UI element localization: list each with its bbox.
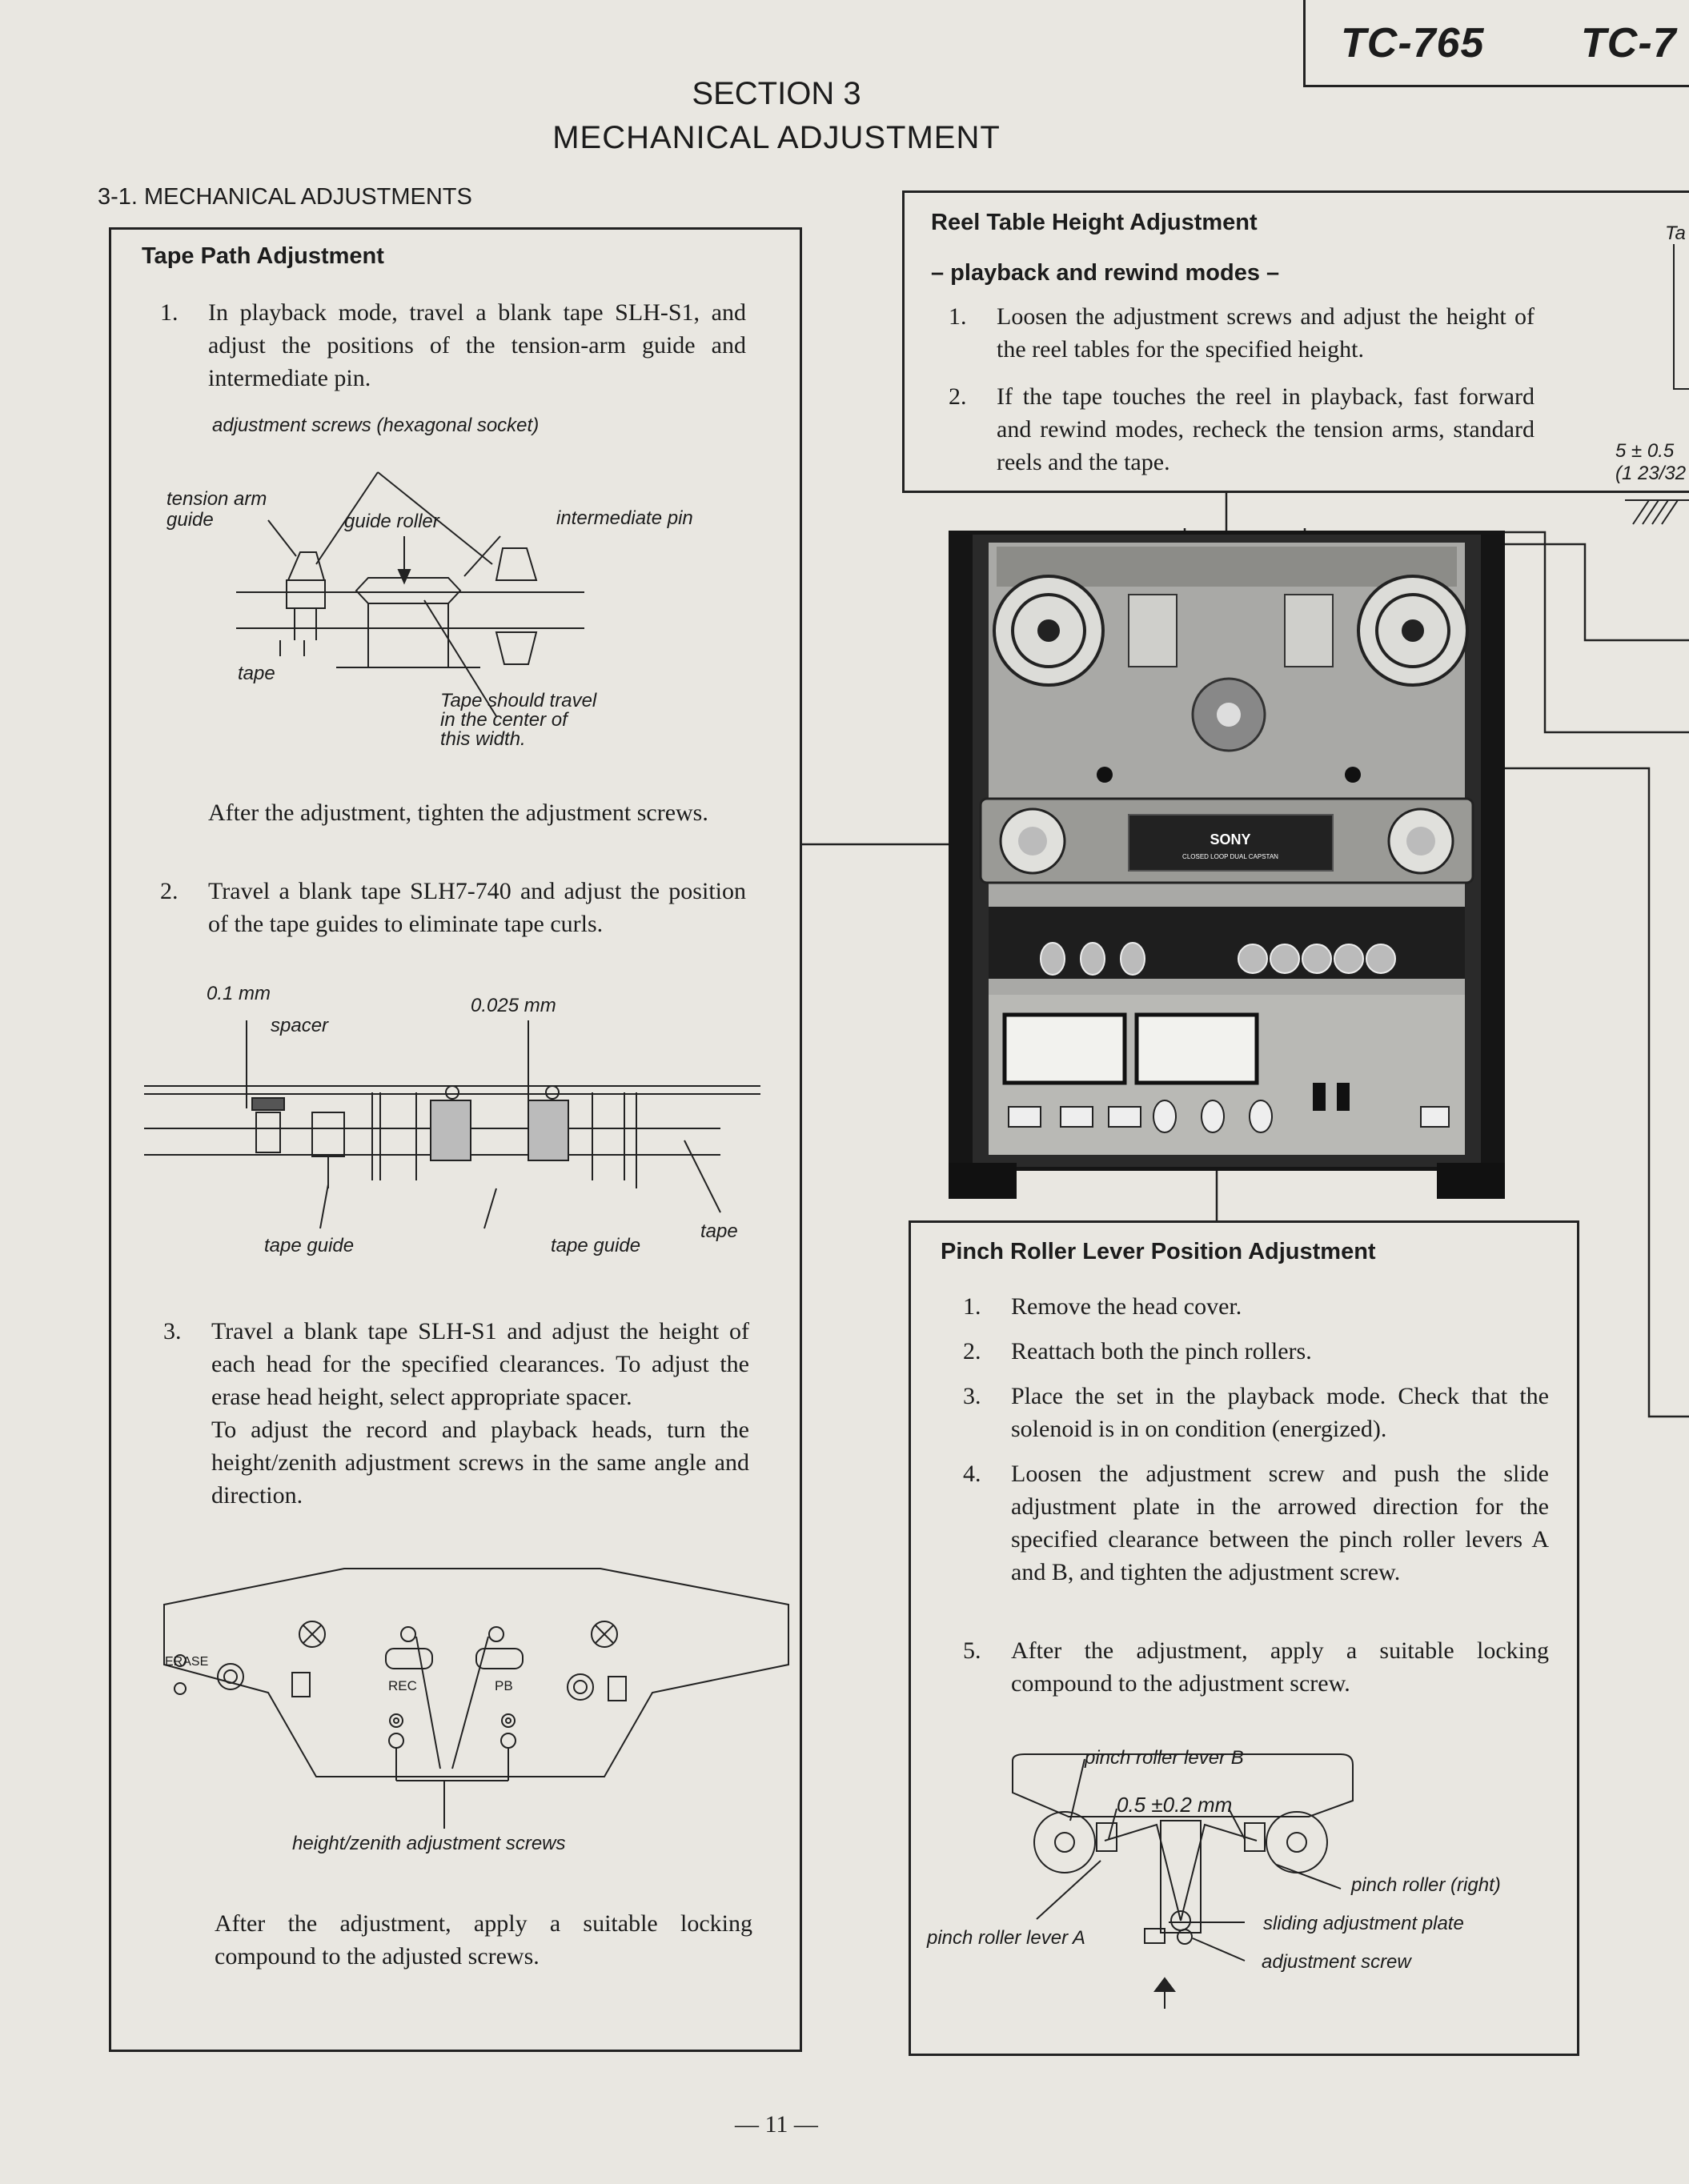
right-edge-dim-2: (1 23/32 [1615, 463, 1687, 484]
right-edge-frame [1673, 244, 1689, 390]
reel-table-step-1: 1. Loosen the adjustment screws and adjust the height of the reel tables for the specified height. [949, 303, 1535, 363]
erase-head-label: ERASE [165, 1655, 209, 1669]
pinch-lever-b-label: pinch roller lever B [1085, 1747, 1244, 1769]
pinch-roller-step-4: 4. Loosen the adjustment screw and push the slide adjustment plate in the arrowed direction for the specified clearance between the pinch roller levers A and B, and tighten the adjustment screw. [963, 1461, 1549, 1585]
pb-head-label: PB [495, 1678, 513, 1693]
fig2-spacer-label: spacer [271, 1015, 329, 1036]
adjustment-screw-label: adjustment screw [1262, 1951, 1411, 1973]
subsection-title: 3-1. MECHANICAL ADJUSTMENTS [98, 184, 472, 210]
fig1-note-3: this width. [440, 728, 526, 750]
fig1-note-1: Tape should travel [440, 690, 597, 711]
fig2-tape-guide-label-1: tape guide [264, 1235, 355, 1256]
tape-path-after-1: After the adjustment, tighten the adjustment screws. [208, 799, 708, 826]
tape-path-step-2: 2. Travel a blank tape SLH7-740 and adjust the position of the tape guides to eliminate tape curls. [160, 878, 746, 937]
tape-path-step-3: 3. Travel a blank tape SLH-S1 and adjust the height of each head for the specified clearances. To adjust the erase head height, select appropriate spacer. To adjust the record and playback heads, turn the height/zenith adjustment screws in the same angle and direction. [163, 1318, 749, 1509]
sliding-plate-label: sliding adjustment plate [1263, 1913, 1464, 1934]
tape-deck-photo [949, 531, 1505, 1199]
fig1-note-2: in the center of [440, 709, 568, 731]
reel-table-subtitle: – playback and rewind modes – [931, 260, 1280, 286]
fig1-guide-roller-label: guide roller [344, 511, 439, 532]
fig1-guide-label: guide [166, 509, 214, 531]
right-edge-dim-1: 5 ± 0.5 [1615, 440, 1675, 462]
rec-head-label: REC [388, 1678, 417, 1693]
deck-brand-label: SONY [1210, 832, 1251, 848]
pinch-roller-title: Pinch Roller Lever Position Adjustment [941, 1239, 1376, 1264]
fig2-tape-label: tape [700, 1220, 738, 1242]
pinch-roller-step-5: 5. After the adjustment, apply a suitable locking compound to the adjustment screw. [963, 1637, 1549, 1697]
tape-path-title: Tape Path Adjustment [142, 243, 384, 269]
fig3-caption: height/zenith adjustment screws [292, 1833, 566, 1854]
pinch-lever-a-label: pinch roller lever A [927, 1927, 1085, 1949]
fig1-tape-label: tape [238, 663, 275, 684]
fig1-intermediate-pin-label: intermediate pin [556, 507, 693, 529]
section-title: MECHANICAL ADJUSTMENT [552, 120, 1001, 155]
page-number: — 11 — [735, 2111, 818, 2138]
right-edge-ta: Ta [1665, 222, 1686, 244]
model-number: TC-765 [1341, 20, 1485, 66]
section-number: SECTION 3 [692, 76, 861, 111]
fig2-tape-guide-label-2: tape guide [551, 1235, 641, 1256]
pinch-clearance-label: 0.5 ±0.2 mm [1117, 1793, 1233, 1817]
tape-path-after-3: After the adjustment, apply a suitable locking compound to the adjusted screws. [215, 1910, 752, 1970]
fig1-tension-arm-label: tension arm [166, 488, 267, 510]
pinch-roller-step-3: 3. Place the set in the playback mode. Check that the solenoid is in on condition (energized). [963, 1383, 1549, 1442]
fig2-dim-2: 0.025 mm [471, 995, 556, 1016]
fig1-adjustment-screws-label: adjustment screws (hexagonal socket) [212, 415, 540, 436]
pinch-roller-right-label: pinch roller (right) [1351, 1874, 1501, 1896]
right-edge-hatch [1625, 496, 1689, 528]
deck-capstan-label: CLOSED LOOP DUAL CAPSTAN [1182, 853, 1278, 860]
pinch-roller-step-2: 2. Reattach both the pinch rollers. [963, 1338, 1312, 1364]
pinch-roller-step-1: 1. Remove the head cover. [963, 1293, 1242, 1320]
reel-table-title: Reel Table Height Adjustment [931, 210, 1258, 235]
model-number-cut: TC-7 [1581, 20, 1677, 66]
fig2-dim-1: 0.1 mm [207, 983, 271, 1004]
tape-path-step-1: 1. In playback mode, travel a blank tape SLH-S1, and adjust the positions of the tension-arm guide and intermediate pin. [160, 299, 746, 391]
reel-table-step-2: 2. If the tape touches the reel in playback, fast forward and rewind modes, recheck the tension arms, standard reels and the tape. [949, 383, 1535, 475]
